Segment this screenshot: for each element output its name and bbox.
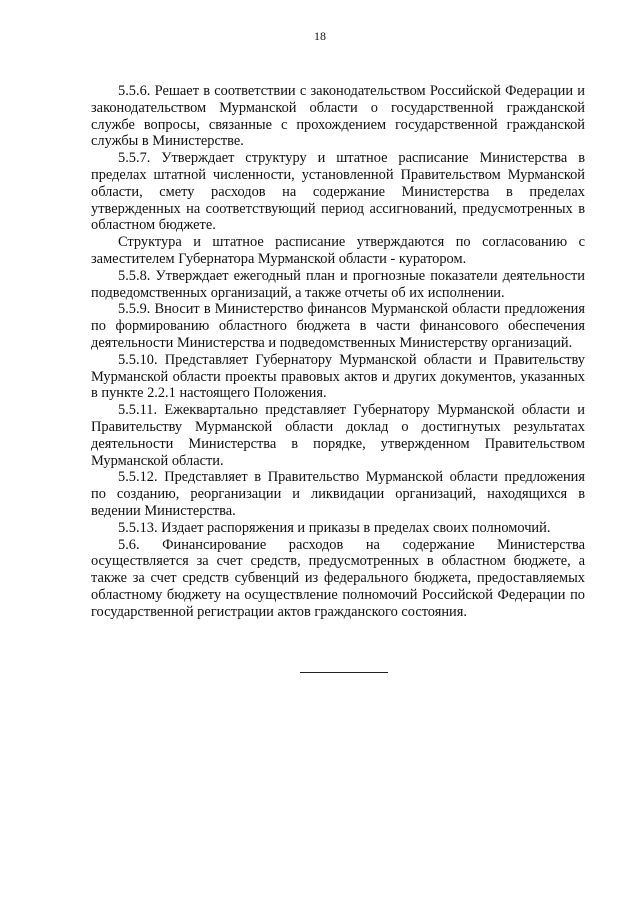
paragraph-5-6: 5.6. Финансирование расходов на содержание Министерства осуществляется за счет средств, предусмотренных в областном бюджете, а также за счет средств субвенций из федерального бюджета, предоставляемых областному бюджету на осуществление полномочий Российской Федерации по государственной регистрации актов гражданского состояния. xyxy=(91,536,585,620)
paragraph-5-5-9: 5.5.9. Вносит в Министерство финансов Мурманской области предложения по формированию областного бюджета в части финансового обеспечения деятельности Министерства и подведомственных Министерству организаций. xyxy=(91,301,585,351)
paragraph-5-5-6: 5.5.6. Решает в соответствии с законодательством Российской Федерации и законодательством Мурманской области о государственной гражданской службе вопросы, связанные с прохождением государственной гражданской службы в Министерстве. xyxy=(91,83,585,150)
paragraph-structure-approval: Структура и штатное расписание утверждаются по согласованию с заместителем Губернатора Мурманской области - куратором. xyxy=(91,234,585,267)
end-separator-line xyxy=(300,672,388,673)
paragraph-5-5-13: 5.5.13. Издает распоряжения и приказы в пределах своих полномочий. xyxy=(118,519,551,536)
paragraph-5-5-12: 5.5.12. Представляет в Правительство Мурманской области предложения по созданию, реорганизации и ликвидации организаций, находящихся в ведении Министерства. xyxy=(91,469,585,519)
page-number: 18 xyxy=(314,29,326,43)
paragraph-5-5-10: 5.5.10. Представляет Губернатору Мурманской области и Правительству Мурманской области проекты правовых актов и других документов, указанных в пункте 2.2.1 настоящего Положения. xyxy=(91,351,585,402)
paragraph-5-5-7: 5.5.7. Утверждает структуру и штатное расписание Министерства в пределах штатной численности, установленной Правительством Мурманской области, смету расходов на содержание Министерства в пределах утвержденных на соответствующий период ассигнований, предусмотренных в областном бюджете. xyxy=(91,150,585,234)
paragraph-5-5-8: 5.5.8. Утверждает ежегодный план и прогнозные показатели деятельности подведомственных организаций, а также отчеты об их исполнении. xyxy=(91,267,585,301)
document-body xyxy=(91,83,585,621)
paragraph-5-5-11: 5.5.11. Ежеквартально представляет Губернатору Мурманской области и Правительству Мурманской области доклад о достигнутых результатах деятельности Министерства в порядке, утвержденном Правительством Мурманской области. xyxy=(91,402,585,469)
